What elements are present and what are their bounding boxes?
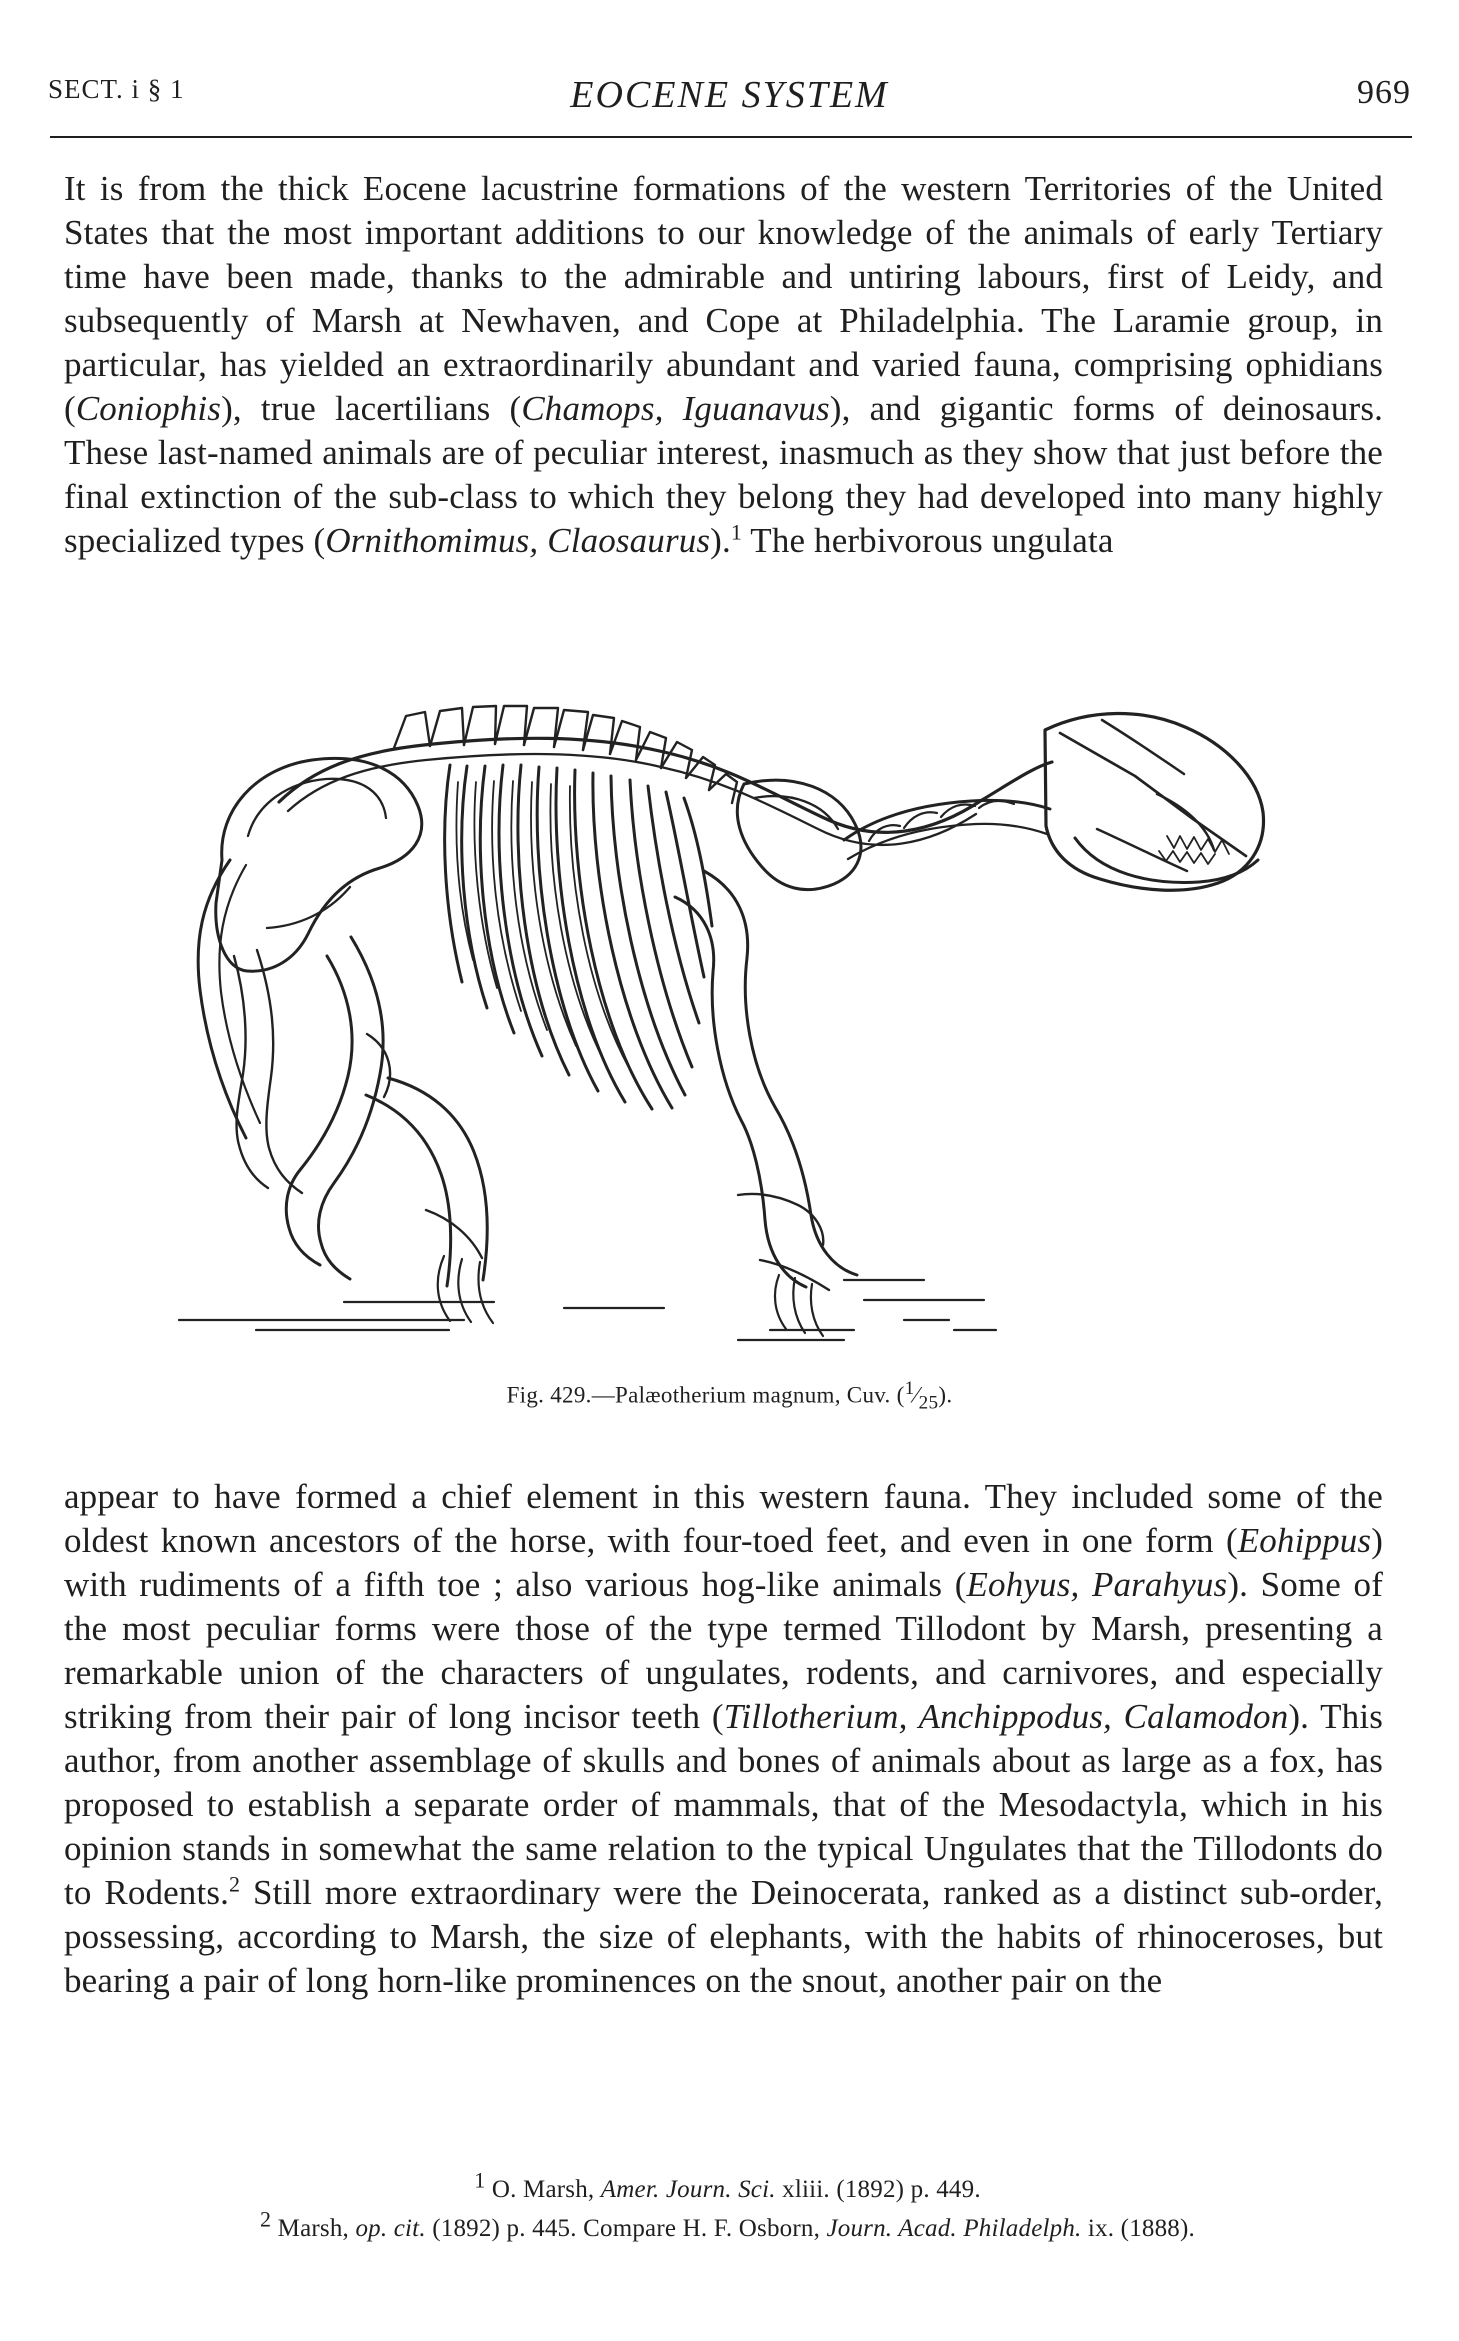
footnote-marker: 1 (474, 2167, 486, 2193)
footnote-marker: 2 (260, 2206, 272, 2232)
caption-text: Fig. 429.—Palæotherium magnum, Cuv. ( (506, 1382, 905, 1408)
taxon-name: Eohyus, Parahyus (966, 1565, 1228, 1604)
skeleton-illustration (144, 690, 1294, 1365)
vertebral-column (279, 738, 1052, 832)
palaeotherium-skeleton-figure (144, 690, 1294, 1365)
paragraph-text: ) with rudiments of a fifth toe ; also various hog-like animals ( (64, 1521, 1383, 1604)
paragraph-text: appear to have formed a chief element in this western fauna. They included some of the oldest known ancestors of the horse, with four-toed feet, and even in one form ( (64, 1477, 1383, 1560)
paragraph-text: ), true lacertilians ( (221, 389, 522, 428)
footnote-text: xliii. (1892) p. 449. (775, 2176, 981, 2203)
footnote-reference: 2 (229, 1871, 241, 1897)
front-leg (704, 871, 857, 1275)
scale-numerator: 1 (904, 1378, 915, 1399)
taxon-name: Tillotherium, Anchippodus, Calamodon (723, 1697, 1289, 1736)
footnote-text: O. Marsh, (485, 2176, 601, 2203)
lower-paragraph (64, 1475, 1383, 2003)
journal-title: Journ. Acad. Philadelph. (826, 2215, 1082, 2242)
taxon-name: Chamops, Iguanavus (521, 389, 830, 428)
paragraph-text: ). (710, 521, 731, 560)
taxon-name: Coniophis (75, 389, 222, 428)
scale-denominator: 25 (918, 1392, 939, 1414)
paragraph-text: The herbivorous ungulata (742, 521, 1114, 560)
paragraph-text: It is from the thick Eocene lacustrine formations of the western Territories of the United States that the most important additions to our knowledge of the animals of early Tertiary time have been made, thanks to the admirable and untiring labours, first of Leidy, and subsequently of Marsh at Newhaven, and Cope at Philadelphia. The Laramie group, in particular, has yielded an extraordinarily abundant and varied fauna, comprising ophidians ( (64, 169, 1383, 428)
journal-title: Amer. Journ. Sci. (600, 2176, 776, 2203)
footnote-reference: 1 (730, 519, 743, 545)
paragraph-text: ), and gigantic forms of deinosaurs. These last-named animals are of peculiar interest, inasmuch as they show that just before the final extinction of the sub-class to which they belong they had developed into many highly specialized types ( (64, 389, 1383, 560)
skull (1045, 713, 1264, 890)
footnotes (48, 2167, 1407, 2248)
page-header (48, 76, 1411, 132)
caption-text: ). (938, 1382, 953, 1408)
teeth (1159, 836, 1229, 864)
running-title: EOCENE SYSTEM (570, 74, 889, 116)
paragraph-text: Still more extraordinary were the Deinocerata, ranked as a distinct sub-order, possessing, according to Marsh, the size of elephants, with the habits of rhinoceroses, but bearing a pair of long horn-like prominences on the snout, another pair on the (64, 1873, 1383, 2000)
footnote-text: ix. (1888). (1081, 2215, 1195, 2242)
paragraph-text: ). This author, from another assemblage of skulls and bones of animals about as large as a fox, has proposed to establish a separate order of mammals, that of the Mesodactyla, which in his opinion stands in somewhat the same relation to the typical Ungulates that the Tillodonts do to Rodents. (64, 1697, 1383, 1912)
citation-abbreviation: op. cit. (355, 2215, 426, 2242)
upper-paragraph (64, 167, 1383, 563)
paragraph-text: ). Some of the most peculiar forms were those of the type termed Tillodont by Marsh, presenting a remarkable union of the characters of ungulates, rodents, and carnivores, and especially striking from their pair of long incisor teeth ( (64, 1565, 1383, 1736)
footnote-2 (48, 2206, 1407, 2248)
section-reference: SECT. i § 1 (48, 74, 185, 104)
taxon-name: Ornithomimus, Claosaurus (325, 521, 711, 560)
ground-lines (179, 1280, 996, 1340)
page-number: 969 (1357, 74, 1411, 111)
footnote-1 (48, 2167, 1407, 2209)
figure-caption: Fig. 429.—Palæotherium magnum, Cuv. $(^1⁄_{25})$. (506, 1378, 953, 1414)
footnote-text: (1892) p. 445. Compare H. F. Osborn, (425, 2215, 827, 2242)
taxon-name: Eohippus (1237, 1521, 1372, 1560)
footnote-text: Marsh, (271, 2215, 356, 2242)
header-rule (50, 136, 1412, 138)
